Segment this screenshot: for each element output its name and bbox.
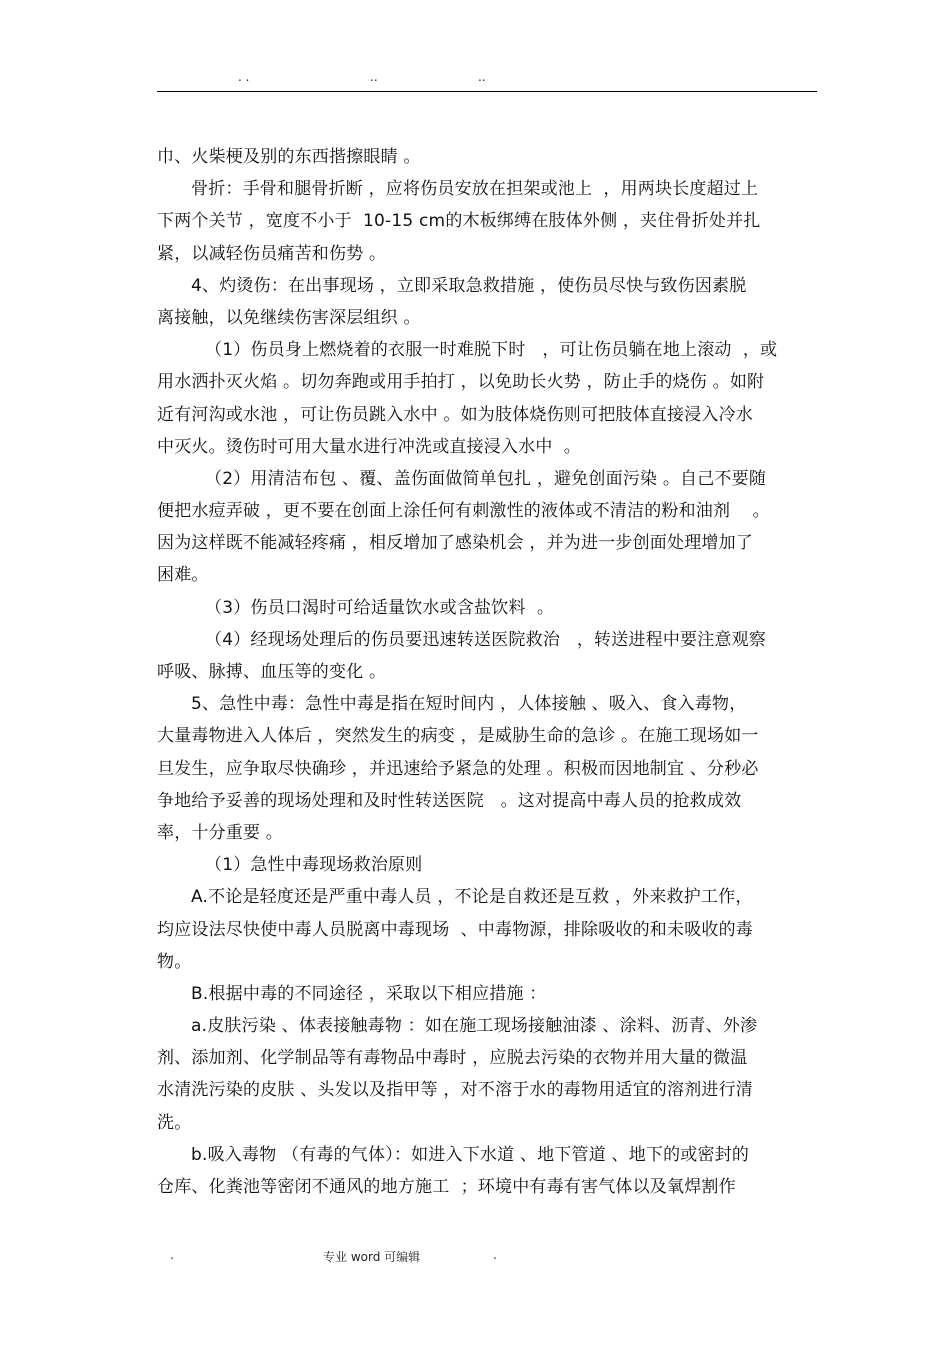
body-line: 便把水痘弄破 ，更不要在创面上涂任何有刺激性的液体或不清洁的粉和油剂 。 (157, 501, 770, 522)
footer-text: 专业 word 可编辑 (323, 1250, 421, 1264)
body-line: 4、灼烫伤：在出事现场 ，立即采取急救措施 ，使伤员尽快与致伤因素脱 (191, 275, 747, 296)
body-line: 近有河沟或水池 ，可让伤员跳入水中 。如为肢体烧伤则可把肢体直接浸入冷水 (157, 404, 754, 425)
body-line: （4）经现场处理后的伤员要迅速转送医院救治 ，转送进程中要注意观察 (205, 629, 767, 650)
body-line: 中灭火。烫伤时可用大量水进行冲洗或直接浸入水中 。 (157, 436, 582, 457)
body-line: （1）急性中毒现场救治原则 (205, 855, 423, 876)
body-line: 下两个关节 ，宽度不小于 10-15 cm的木板绑缚在肢体外侧 ，夹住骨折处并扎 (157, 211, 761, 232)
header-mark-3: .. (478, 70, 486, 84)
body-line: 用水洒扑灭火焰 。切勿奔跑或用手拍打 ，以免助长火势 ，防止手的烧伤 。如附 (157, 372, 765, 393)
body-line: 呼吸、脉搏、血压等的变化 。 (157, 662, 387, 682)
page-footer (0, 1248, 950, 1266)
body-line: （3）伤员口渴时可给适量饮水或含盐饮料 。 (205, 597, 555, 618)
header-mark-2: .. (370, 70, 378, 84)
body-line: 仓库、化粪池等密闭不通风的地方施工 ；环境中有毒有害气体以及氧焊割作 (157, 1177, 736, 1197)
body-line: 5、急性中毒：急性中毒是指在短时间内 ，人体接触 、吸入、食入毒物， (191, 694, 747, 715)
header-rule (157, 91, 817, 92)
document-body (157, 141, 815, 1203)
body-line: 物。 (157, 951, 192, 972)
body-line: a.皮肤污染 、体表接触毒物 ：如在施工现场接触油漆 、涂料、沥青、外渗 (191, 1016, 758, 1037)
body-line: 因为这样既不能减轻疼痛 ，相反增加了感染机会 ，并为进一步创面处理增加了 (157, 533, 754, 554)
body-line: 紧，以减轻伤员痛苦和伤势 。 (157, 243, 387, 264)
body-line: 均应设法尽快使中毒人员脱离中毒现场 、中毒物源，排除吸收的和未吸收的毒 (157, 919, 754, 940)
footer-right-mark: . (493, 1248, 497, 1262)
body-line: 洗。 (157, 1112, 192, 1133)
body-line: 旦发生，应争取尽快确珍 ，并迅速给予紧急的处理 。积极而因地制宜 、分秒必 (157, 758, 759, 779)
body-line: A.不论是轻度还是严重中毒人员 ，不论是自救还是互救 ，外来救护工作， (191, 887, 753, 908)
body-line: 大量毒物进入人体后 ，突然发生的病变 ，是威胁生命的急诊 。在施工现场如一 (157, 726, 759, 747)
body-line: 争地给予妥善的现场处理和及时性转送医院 。这对提高中毒人员的抢救成效 (157, 790, 742, 811)
body-line: 水清洗污染的皮肤 、头发以及指甲等 ，对不溶于水的毒物用适宜的溶剂进行清 (157, 1080, 754, 1101)
page-header (0, 70, 950, 84)
body-line: 率，十分重要 。 (157, 822, 284, 843)
footer-left-mark: . (170, 1248, 174, 1262)
body-line: 困难。 (157, 565, 209, 586)
body-line: b.吸入毒物 （有毒的气体）：如进入下水道 、地下管道 、地下的或密封的 (191, 1144, 750, 1165)
body-line: B.根据中毒的不同途径 ，采取以下相应措施 ： (191, 983, 547, 1004)
body-line: 巾、火柴梗及别的东西揩擦眼睛 。 (157, 147, 421, 167)
body-line: 剂、添加剂、化学制品等有毒物品中毒时 ，应脱去污染的衣物并用大量的微温 (157, 1048, 748, 1069)
body-line: 骨折：手骨和腿骨折断 ，应将伤员安放在担架或池上 ，用两块长度超过上 (191, 179, 759, 200)
body-line: （1）伤员身上燃烧着的衣服一时难脱下时 ，可让伤员躺在地上滚动 ，或 (205, 340, 778, 361)
body-line: 离接触，以免继续伤害深层组织 。 (157, 307, 421, 328)
header-mark-1: . . (238, 70, 250, 84)
body-line: （2）用清洁布包 、覆、盖伤面做简单包扎 ，避免创面污染 。自己不要随 (205, 468, 767, 489)
